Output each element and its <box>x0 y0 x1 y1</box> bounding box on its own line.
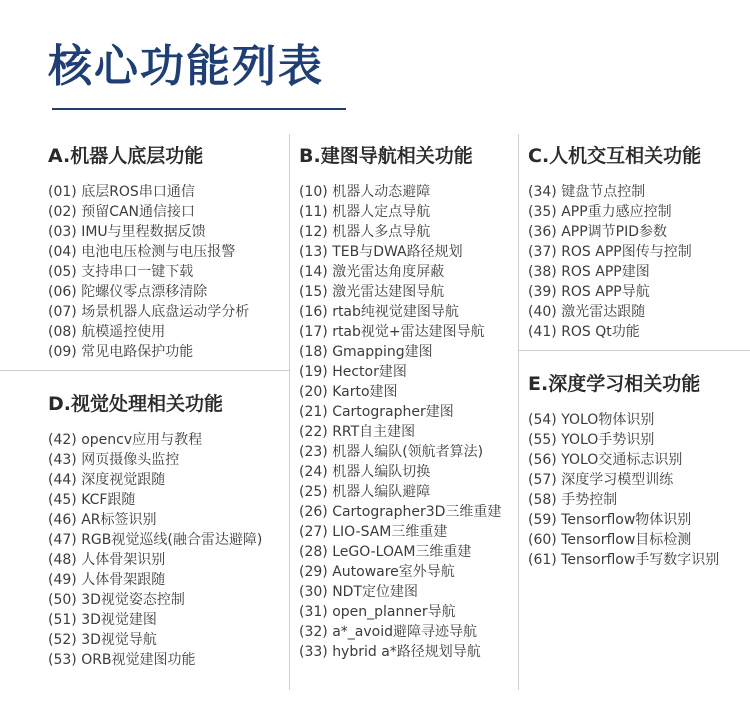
list-item: (07) 场景机器人底盘运动学分析 <box>48 304 250 320</box>
list-item: (04) 电池电压检测与电压报警 <box>48 244 236 260</box>
list-item: (27) LIO-SAM三维重建 <box>299 524 448 540</box>
list-item: (39) ROS APP导航 <box>528 284 650 300</box>
list-item: (37) ROS APP图传与控制 <box>528 244 692 260</box>
list-item: (18) Gmapping建图 <box>299 344 433 360</box>
section-divider-a-d <box>0 370 289 371</box>
list-item: (48) 人体骨架识别 <box>48 552 166 568</box>
section-heading-a: A.机器人底层功能 <box>48 145 204 167</box>
list-item: (34) 键盘节点控制 <box>528 184 646 200</box>
list-item: (22) RRT自主建图 <box>299 424 416 440</box>
list-item: (21) Cartographer建图 <box>299 404 454 420</box>
list-item: (10) 机器人动态避障 <box>299 184 431 200</box>
list-item: (13) TEB与DWA路径规划 <box>299 244 463 260</box>
list-item: (47) RGB视觉巡线(融合雷达避障) <box>48 532 263 548</box>
title-underline <box>52 108 346 110</box>
list-item: (15) 激光雷达建图导航 <box>299 284 445 300</box>
list-item: (56) YOLO交通标志识别 <box>528 452 683 468</box>
list-item: (43) 网页摄像头监控 <box>48 452 180 468</box>
section-divider-c-e <box>518 350 750 351</box>
list-item: (38) ROS APP建图 <box>528 264 650 280</box>
list-item: (36) APP调节PID参数 <box>528 224 668 240</box>
list-item: (02) 预留CAN通信接口 <box>48 204 196 220</box>
section-a <box>48 141 249 362</box>
feature-list-d <box>48 430 262 670</box>
list-item: (25) 机器人编队避障 <box>299 484 431 500</box>
list-item: (06) 陀螺仪零点漂移清除 <box>48 284 208 300</box>
column-divider-right <box>518 134 519 690</box>
list-item: (03) IMU与里程数据反馈 <box>48 224 206 240</box>
list-item: (30) NDT定位建图 <box>299 584 418 600</box>
list-item: (24) 机器人编队切换 <box>299 464 431 480</box>
section-b <box>299 141 501 662</box>
list-item: (32) a*_avoid避障寻迹导航 <box>299 624 477 640</box>
section-e <box>528 369 719 570</box>
list-item: (19) Hector建图 <box>299 364 407 380</box>
section-d <box>48 389 262 670</box>
list-item: (60) Tensorflow目标检测 <box>528 532 692 548</box>
list-item: (09) 常见电路保护功能 <box>48 344 194 360</box>
list-item: (23) 机器人编队(领航者算法) <box>299 444 484 460</box>
list-item: (20) Karto建图 <box>299 384 398 400</box>
list-item: (33) hybrid a*路径规划导航 <box>299 644 481 660</box>
list-item: (44) 深度视觉跟随 <box>48 472 166 488</box>
list-item: (40) 激光雷达跟随 <box>528 304 646 320</box>
list-item: (17) rtab视觉+雷达建图导航 <box>299 324 485 340</box>
list-item: (11) 机器人定点导航 <box>299 204 431 220</box>
list-item: (61) Tensorflow手写数字识别 <box>528 552 720 568</box>
list-item: (26) Cartographer3D三维重建 <box>299 504 502 520</box>
list-item: (53) ORB视觉建图功能 <box>48 652 196 668</box>
section-heading-e: E.深度学习相关功能 <box>528 373 701 395</box>
feature-list-b <box>299 182 501 662</box>
list-item: (57) 深度学习模型训练 <box>528 472 674 488</box>
list-item: (45) KCF跟随 <box>48 492 136 508</box>
list-item: (08) 航模遥控使用 <box>48 324 166 340</box>
list-item: (59) Tensorflow物体识别 <box>528 512 692 528</box>
feature-list-a <box>48 182 249 362</box>
section-c <box>528 141 701 342</box>
list-item: (41) ROS Qt功能 <box>528 324 640 340</box>
list-item: (51) 3D视觉建图 <box>48 612 157 628</box>
list-item: (29) Autoware室外导航 <box>299 564 455 580</box>
page-title: 核心功能列表 <box>48 41 324 92</box>
column-divider-left <box>289 134 290 690</box>
section-heading-b: B.建图导航相关功能 <box>299 145 473 167</box>
list-item: (14) 激光雷达角度屏蔽 <box>299 264 445 280</box>
feature-list-e <box>528 410 719 570</box>
list-item: (50) 3D视觉姿态控制 <box>48 592 185 608</box>
list-item: (55) YOLO手势识别 <box>528 432 655 448</box>
list-item: (42) opencv应用与教程 <box>48 432 203 448</box>
list-item: (35) APP重力感应控制 <box>528 204 672 220</box>
list-item: (49) 人体骨架跟随 <box>48 572 166 588</box>
list-item: (58) 手势控制 <box>528 492 618 508</box>
section-heading-d: D.视觉处理相关功能 <box>48 393 223 415</box>
list-item: (46) AR标签识别 <box>48 512 157 528</box>
list-item: (01) 底层ROS串口通信 <box>48 184 195 200</box>
list-item: (16) rtab纯视觉建图导航 <box>299 304 459 320</box>
list-item: (28) LeGO-LOAM三维重建 <box>299 544 472 560</box>
list-item: (31) open_planner导航 <box>299 604 456 620</box>
list-item: (54) YOLO物体识别 <box>528 412 655 428</box>
list-item: (52) 3D视觉导航 <box>48 632 157 648</box>
feature-list-c <box>528 182 701 342</box>
list-item: (12) 机器人多点导航 <box>299 224 431 240</box>
list-item: (05) 支持串口一键下载 <box>48 264 194 280</box>
section-heading-c: C.人机交互相关功能 <box>528 145 702 167</box>
